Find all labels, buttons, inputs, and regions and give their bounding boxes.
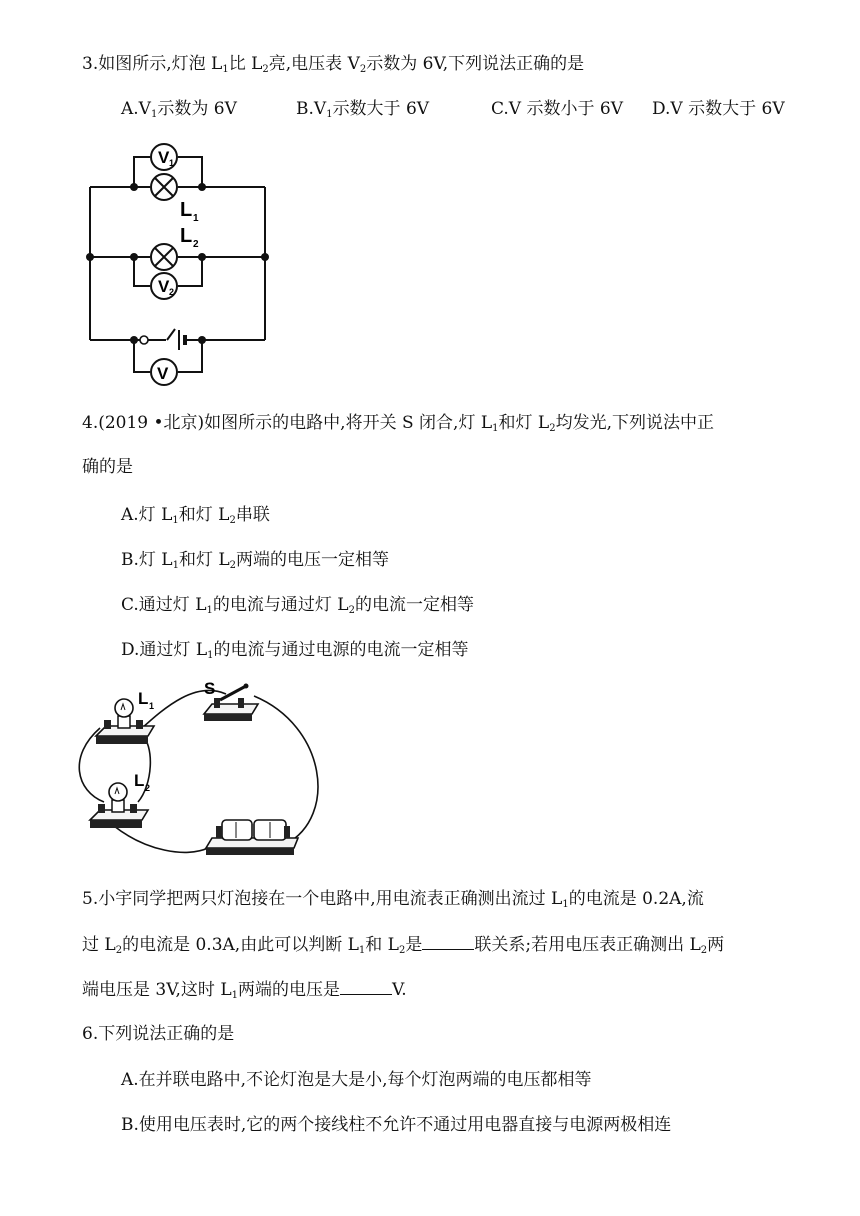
- q4-option-d: D.通过灯 $L_1$的电流与通过电源的电流一定相等: [121, 640, 469, 661]
- label-l2-sub: 2: [145, 783, 151, 793]
- answer-blank-connection[interactable]: [422, 935, 474, 950]
- wire-l2-battery: [114, 826, 208, 852]
- lamp-l2: [151, 244, 177, 270]
- v1-letter: V: [158, 148, 170, 167]
- q3-stem: 3.如图所示,灯泡 $L_1$比 $L_2$亮,电压表 $V_2$示数为 6V,下列说法正确的是: [82, 54, 585, 75]
- label-l1: L: [180, 199, 193, 221]
- q5-line1: 5.小宇同学把两只灯泡接在一个电路中,用电流表正确测出流过 $L_1$的电流是 0.2A,流: [82, 889, 704, 910]
- battery-pack: [206, 820, 298, 855]
- q4-option-b: B.灯 $L_1$和灯 $L_2$两端的电压一定相等: [121, 550, 390, 571]
- q4-option-a: A.灯 $L_1$和灯 $L_2$串联: [121, 505, 270, 526]
- label-l1-sub: 1: [149, 701, 155, 711]
- v-letter: V: [157, 364, 169, 383]
- q4-stem-line1: 4.(2019 •北京)如图所示的电路中,将开关 S 闭合,灯 $L_1$和灯 $L_2$均发光,下列说法中正: [82, 413, 714, 434]
- q5-line3: 端电压是 3V,这时 $L_1$两端的电压是 V.: [82, 980, 407, 1001]
- q5-line2: 过 $L_2$的电流是 0.3A,由此可以判断 $L_1$和 $L_2$是 联关系;若用电压表正确测出 $L_2$两: [82, 935, 725, 956]
- q6-stem: 6.下列说法正确的是: [82, 1024, 235, 1044]
- label-l2-sub: 2: [193, 239, 199, 250]
- q3-option-c: C.V 示数小于 6V: [491, 99, 623, 119]
- switch-terminal: [140, 336, 148, 344]
- voltmeter-v2: [151, 273, 177, 299]
- label-l2: L: [134, 771, 145, 790]
- v1-sub: 1: [169, 158, 175, 168]
- label-l1-sub: 1: [193, 213, 199, 224]
- q3-option-a: $A.V_1$示数为 6V: [121, 99, 237, 120]
- v2-letter: V: [158, 277, 170, 296]
- q3-option-b: $B.V_1$示数大于 6V: [296, 99, 430, 120]
- q3-option-d: D.V 示数大于 6V: [652, 99, 785, 119]
- answer-blank-voltage[interactable]: [340, 980, 392, 995]
- q3-circuit-diagram: [84, 142, 274, 390]
- lamp-l1: [151, 174, 177, 200]
- label-s: S: [204, 679, 216, 698]
- q4-option-c: C.通过灯 $L_1$的电流与通过灯 $L_2$的电流一定相等: [121, 595, 474, 616]
- q4-stem-line2: 确的是: [82, 457, 133, 477]
- q6-option-a: A.在并联电路中,不论灯泡是大是小,每个灯泡两端的电压都相等: [121, 1070, 592, 1090]
- voltmeter-v: [151, 359, 177, 385]
- q4-circuit-illustration: [76, 676, 326, 866]
- label-l1: L: [138, 689, 149, 708]
- q6-option-b: B.使用电压表时,它的两个接线柱不允许不通过用电器直接与电源两极相连: [121, 1115, 672, 1135]
- voltmeter-v1: [151, 144, 177, 170]
- label-l2: L: [180, 225, 193, 247]
- v2-sub: 2: [169, 287, 175, 297]
